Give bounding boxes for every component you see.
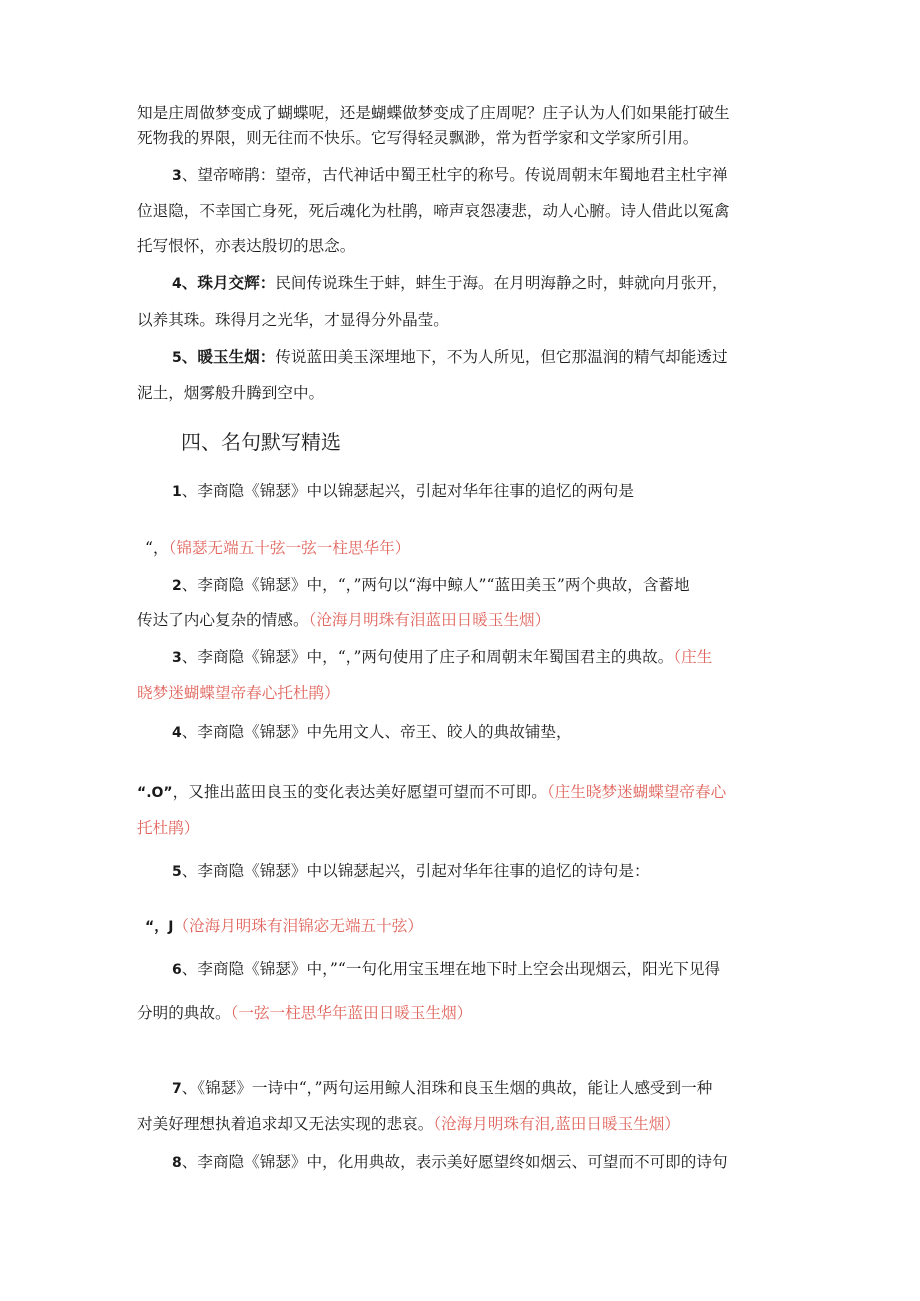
note-3 [172, 165, 728, 186]
question-1-text: 、李商隐《锦瑟》中以锦瑟起兴，引起对华年往事的追忆的两句是 [181, 482, 634, 500]
question-3-answer-part1: （庄生 [673, 648, 713, 666]
question-7-number: 7 [172, 1081, 182, 1097]
note-3-line2: 位退隐，不幸国亡身死，死后魂化为杜鹃，啼声哀怨凄悲，动人心腑。诗人借此以冤禽 [137, 202, 730, 220]
question-5-number: 5 [172, 864, 182, 880]
question-4-text1: 、李商隐《锦瑟》中先用文人、帝王、皎人的典故铺垫， [181, 723, 572, 741]
question-2-line2 [137, 610, 550, 630]
note-4-line2: 以养其珠。珠得月之光华，才显得分外晶莹。 [137, 311, 449, 329]
question-4 [172, 722, 572, 743]
note-3-line1: 望帝啼鹃：望帝，古代神话中蜀王杜宇的称号。传说周朝末年蜀地君主杜宇禅 [197, 166, 728, 184]
question-4-text2: ，又推出蓝田良玉的变化表达美好愿望可望而不可即。 [172, 783, 547, 801]
question-8-number: 8 [172, 1155, 182, 1171]
question-1 [172, 481, 634, 502]
question-2-text2: 传达了内心复杂的情感。 [137, 611, 309, 629]
question-5-answer-line [145, 916, 423, 937]
question-5 [172, 861, 650, 882]
note-4-term: 、珠月交辉： [181, 273, 276, 292]
question-1-answer-line [145, 538, 410, 558]
question-2 [172, 575, 690, 596]
note-4 [172, 273, 728, 294]
question-3 [172, 647, 712, 668]
question-5-blank: “，J [145, 919, 174, 935]
question-2-answer: （沧海月明珠有泪蓝田日暖玉生烟） [308, 611, 551, 629]
question-1-number: 1 [172, 484, 182, 500]
question-8 [172, 1152, 728, 1173]
question-8-text: 、李商隐《锦瑟》中，化用典故，表示美好愿望终如烟云、可望而不可即的诗句 [181, 1153, 728, 1171]
note-5-line1: 传说蓝田美玉深埋地下，不为人所见，但它那温润的精气却能透过 [275, 348, 728, 366]
question-5-answer: （沧海月明珠有泪锦宓无端五十弦） [173, 917, 423, 935]
question-6-line2 [137, 1003, 472, 1023]
note-5-number: 5 [172, 350, 182, 366]
question-6-answer: （一弦一柱思华年蓝田日暖玉生烟） [230, 1004, 473, 1022]
question-6 [172, 959, 720, 980]
note-5 [172, 347, 728, 368]
question-2-number: 2 [172, 578, 182, 594]
question-4-line2 [137, 782, 726, 803]
note-3-sep: 、 [181, 166, 198, 184]
question-7-text1: 、《锦瑟》一诗中“，”两句运用鲸人泪珠和良玉生烟的典故，能让人感受到一种 [181, 1079, 713, 1097]
question-2-text1: 、李商隐《锦瑟》中，“，”两句以“海中鲸人”“蓝田美玉”两个典故，含蓄地 [181, 576, 690, 594]
question-4-answer-part1: （庄生晓梦迷蝴蝶望帝春心 [546, 783, 727, 801]
question-7-line2 [137, 1114, 680, 1134]
note-3-line3: 托写恨怀，亦表达殷切的思念。 [137, 237, 356, 255]
note-3-number: 3 [172, 168, 182, 184]
note-5-line2: 泥土，烟雾般升腾到空中。 [137, 384, 325, 402]
note-zhuang-line2: 死物我的界限，则无往而不快乐。它写得轻灵飘渺，常为哲学家和文学家所引用。 [137, 129, 699, 147]
question-3-answer-part2: 晓梦迷蝴蝶望帝春心托杜鹃） [137, 684, 340, 702]
question-4-number: 4 [172, 725, 182, 741]
question-7 [172, 1078, 712, 1099]
question-3-text: 、李商隐《锦瑟》中，“，”两句使用了庄子和周朝末年蜀国君主的典故。 [181, 648, 674, 666]
question-7-answer: （沧海月明珠有泪,蓝田日暖玉生烟） [433, 1115, 680, 1133]
question-4-blank: “.O” [137, 785, 173, 801]
question-1-blank: “， [145, 539, 169, 557]
section-heading: 四、名句默写精选 [181, 430, 341, 454]
note-4-line1: 民间传说珠生于蚌，蚌生于海。在月明海静之时，蚌就向月张开， [275, 274, 728, 292]
question-6-text2: 分明的典故。 [137, 1004, 231, 1022]
question-3-number: 3 [172, 650, 182, 666]
question-6-number: 6 [172, 962, 182, 978]
note-zhuang-line1: 知是庄周做梦变成了蝴蝶呢，还是蝴蝶做梦变成了庄周呢？庄子认为人们如果能打破生 [137, 104, 730, 122]
question-6-text1: 、李商隐《锦瑟》中，”“一句化用宝玉埋在地下时上空会出现烟云，阳光下见得 [181, 960, 721, 978]
note-5-term: 、暖玉生烟： [181, 347, 276, 366]
question-7-text2: 对美好理想执着追求却又无法实现的悲哀。 [137, 1115, 434, 1133]
question-5-text: 、李商隐《锦瑟》中以锦瑟起兴，引起对华年往事的追忆的诗句是： [181, 862, 650, 880]
note-4-number: 4 [172, 276, 182, 292]
question-1-answer: （锦瑟无端五十弦一弦一柱思华年） [168, 539, 411, 557]
question-4-answer-part2: 托杜鹃） [137, 819, 200, 837]
